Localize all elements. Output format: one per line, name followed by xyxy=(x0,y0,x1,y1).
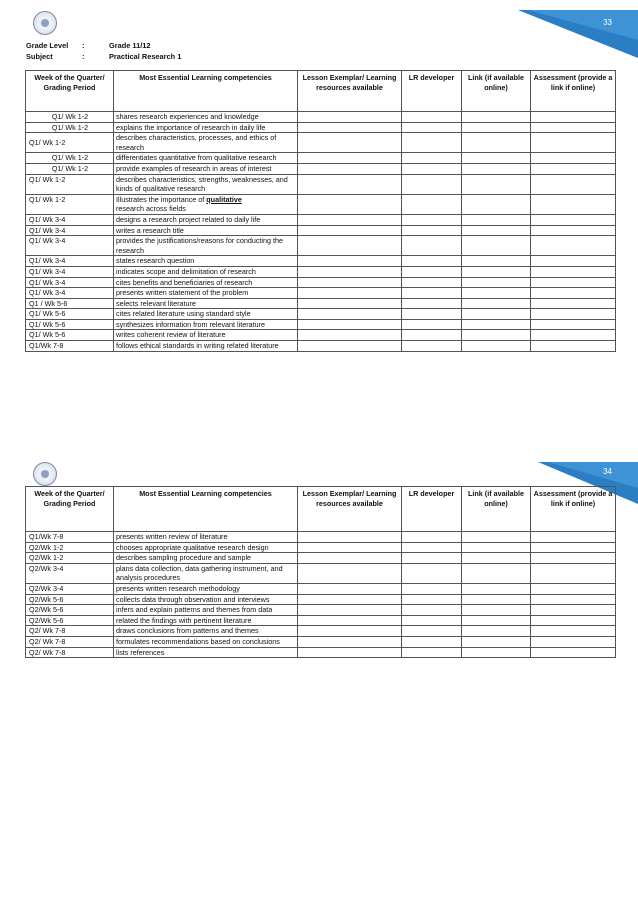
week-cell: Q2/ Wk 7-8 xyxy=(26,647,114,658)
week-cell: Q1/ Wk 3-4 xyxy=(26,236,114,256)
table-row xyxy=(26,133,616,153)
competency-cell: describes characteristics, strengths, weaknesses, and kinds of qualitative research xyxy=(114,174,298,194)
week-cell: Q2/Wk 3-4 xyxy=(26,563,114,583)
header-lr-developer: LR developer xyxy=(402,487,462,532)
table-row xyxy=(26,615,616,626)
competency-cell: presents written statement of the problem xyxy=(114,288,298,299)
competency-table-page-34 xyxy=(25,486,616,658)
competency-cell: lists references xyxy=(114,647,298,658)
week-cell: Q2/Wk 3-4 xyxy=(26,583,114,594)
table-row xyxy=(26,122,616,133)
week-cell: Q2/Wk 5-6 xyxy=(26,605,114,616)
header-assessment: Assessment (provide a link if online) xyxy=(531,487,616,532)
table-row xyxy=(26,594,616,605)
competency-cell: provide examples of research in areas of interest xyxy=(114,163,298,174)
competency-cell: collects data through observation and interviews xyxy=(114,594,298,605)
header-week: Week of the Quarter/ Grading Period xyxy=(26,71,114,112)
table-row xyxy=(26,277,616,288)
table-row xyxy=(26,319,616,330)
week-cell: Q1/ Wk 5-6 xyxy=(26,330,114,341)
header-link: Link (if available online) xyxy=(462,71,531,112)
competency-text-tail: research across fields xyxy=(116,204,186,214)
table-row xyxy=(26,194,616,214)
competency-cell xyxy=(114,194,298,214)
table-row xyxy=(26,214,616,225)
week-cell: Q1/Wk 7-8 xyxy=(26,532,114,543)
week-cell: Q1/ Wk 1-2 xyxy=(26,163,114,174)
table-row xyxy=(26,236,616,256)
table-row xyxy=(26,256,616,267)
competency-cell: presents written research methodology xyxy=(114,583,298,594)
table-row xyxy=(26,153,616,164)
table-row xyxy=(26,605,616,616)
competency-cell: cites benefits and beneficiaries of research xyxy=(114,277,298,288)
table-row xyxy=(26,288,616,299)
week-cell: Q1/Wk 7-8 xyxy=(26,341,114,352)
page-34 xyxy=(0,452,638,902)
week-cell: Q1/ Wk 3-4 xyxy=(26,225,114,236)
competency-cell: synthesizes information from relevant literature xyxy=(114,319,298,330)
table-row xyxy=(26,636,616,647)
competency-cell: plans data collection, data gathering instrument, and analysis procedures xyxy=(114,563,298,583)
header-week: Week of the Quarter/ Grading Period xyxy=(26,487,114,532)
week-cell: Q1/ Wk 3-4 xyxy=(26,288,114,299)
grade-level-label: Grade Level xyxy=(26,41,69,50)
table-row xyxy=(26,112,616,123)
competency-cell: chooses appropriate qualitative research design xyxy=(114,542,298,553)
table-row xyxy=(26,626,616,637)
header-link: Link (if available online) xyxy=(462,487,531,532)
competency-cell: shares research experiences and knowledge xyxy=(114,112,298,123)
header-competencies: Most Essential Learning competencies xyxy=(114,71,298,112)
deped-seal-icon xyxy=(33,462,57,486)
competency-cell: describes characteristics, processes, and ethics of research xyxy=(114,133,298,153)
table-row xyxy=(26,225,616,236)
competency-cell: explains the importance of research in daily life xyxy=(114,122,298,133)
table-row xyxy=(26,298,616,309)
week-cell: Q2/Wk 5-6 xyxy=(26,615,114,626)
table-row xyxy=(26,563,616,583)
table-row xyxy=(26,266,616,277)
document-meta xyxy=(26,40,181,62)
table-row xyxy=(26,163,616,174)
competency-cell: writes a research title xyxy=(114,225,298,236)
competency-cell: indicates scope and delimitation of research xyxy=(114,266,298,277)
header-lr-developer: LR developer xyxy=(402,71,462,112)
competency-cell: writes coherent review of literature xyxy=(114,330,298,341)
competency-cell: draws conclusions from patterns and themes xyxy=(114,626,298,637)
week-cell: Q1/ Wk 1-2 xyxy=(26,153,114,164)
week-cell: Q1/ Wk 3-4 xyxy=(26,214,114,225)
grade-level-value: Grade 11/12 xyxy=(109,41,151,50)
competency-text: Illustrates the importance of xyxy=(116,194,205,204)
week-cell: Q2/Wk 1-2 xyxy=(26,553,114,564)
week-cell: Q2/Wk 5-6 xyxy=(26,594,114,605)
header-lesson-exemplar: Lesson Exemplar/ Learning resources available xyxy=(298,71,402,112)
competency-cell: formulates recommendations based on conclusions xyxy=(114,636,298,647)
colon: : xyxy=(82,41,85,50)
table-header-row xyxy=(26,71,616,112)
week-cell: Q1/ Wk 1-2 xyxy=(26,122,114,133)
header-assessment: Assessment (provide a link if online) xyxy=(531,71,616,112)
week-cell: Q2/ Wk 7-8 xyxy=(26,636,114,647)
competency-cell: states research question xyxy=(114,256,298,267)
header-competencies: Most Essential Learning competencies xyxy=(114,487,298,532)
week-cell: Q2/ Wk 7-8 xyxy=(26,626,114,637)
competency-cell: presents written review of literature xyxy=(114,532,298,543)
week-cell: Q1/ Wk 1-2 xyxy=(26,174,114,194)
week-cell: Q2/Wk 1-2 xyxy=(26,542,114,553)
competency-cell: selects relevant literature xyxy=(114,298,298,309)
table-row xyxy=(26,583,616,594)
table-row xyxy=(26,309,616,320)
week-cell: Q1/ Wk 1-2 xyxy=(26,133,114,153)
competency-cell: infers and explain patterns and themes from data xyxy=(114,605,298,616)
header-lesson-exemplar: Lesson Exemplar/ Learning resources available xyxy=(298,487,402,532)
page-number: 34 xyxy=(603,467,612,476)
table-header-row xyxy=(26,487,616,532)
competency-table-page-33 xyxy=(25,70,616,352)
page-33 xyxy=(0,0,638,450)
table-row xyxy=(26,174,616,194)
table-row xyxy=(26,532,616,543)
emphasized-word: qualitative xyxy=(206,194,242,204)
week-cell: Q1/ Wk 1-2 xyxy=(26,194,114,214)
week-cell: Q1 / Wk 5-6 xyxy=(26,298,114,309)
week-cell: Q1/ Wk 5-6 xyxy=(26,319,114,330)
table-row xyxy=(26,330,616,341)
week-cell: Q1/ Wk 3-4 xyxy=(26,256,114,267)
competency-cell: provides the justifications/reasons for conducting the research xyxy=(114,236,298,256)
week-cell: Q1/ Wk 3-4 xyxy=(26,266,114,277)
page-number: 33 xyxy=(603,18,612,27)
competency-cell: describes sampling procedure and sample xyxy=(114,553,298,564)
competency-cell: cites related literature using standard style xyxy=(114,309,298,320)
table-row xyxy=(26,341,616,352)
competency-cell: related the findings with pertinent literature xyxy=(114,615,298,626)
table-row xyxy=(26,647,616,658)
subject-value: Practical Research 1 xyxy=(109,52,182,61)
table-row xyxy=(26,553,616,564)
week-cell: Q1/ Wk 1-2 xyxy=(26,112,114,123)
table-row xyxy=(26,542,616,553)
competency-cell: follows ethical standards in writing related literature xyxy=(114,341,298,352)
week-cell: Q1/ Wk 5-6 xyxy=(26,309,114,320)
subject-label: Subject xyxy=(26,52,53,61)
corner-ribbon-icon xyxy=(518,10,638,58)
colon: : xyxy=(82,52,85,61)
competency-cell: designs a research project related to daily life xyxy=(114,214,298,225)
deped-seal-icon xyxy=(33,11,57,35)
week-cell: Q1/ Wk 3-4 xyxy=(26,277,114,288)
competency-cell: differentiates quantitative from qualitative research xyxy=(114,153,298,164)
